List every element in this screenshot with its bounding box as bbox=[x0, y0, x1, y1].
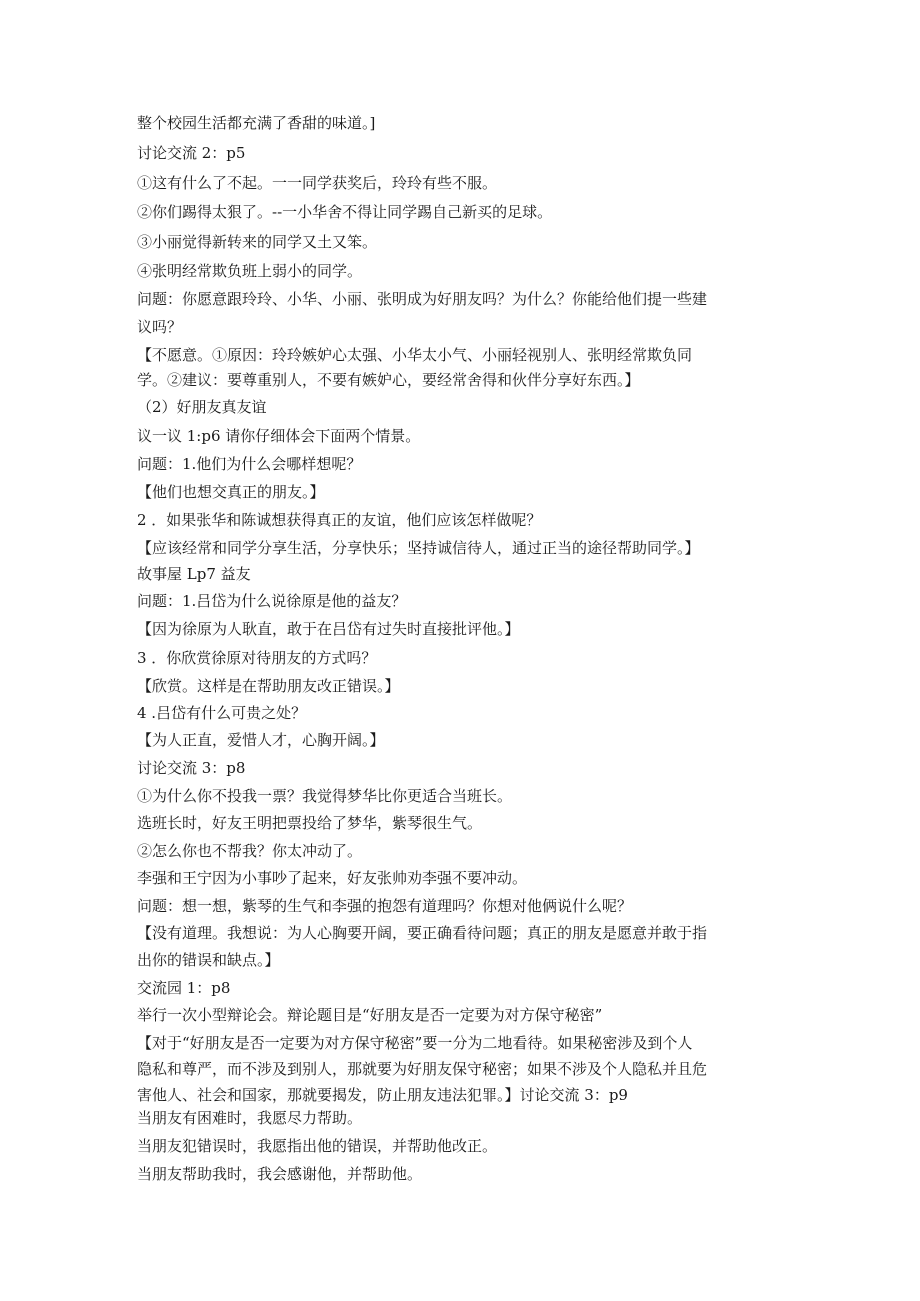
text-line: ②你们踢得太狠了。--一小华舍不得让同学踢自己新买的足球。 bbox=[137, 203, 553, 221]
answer-line: 【欣赏。这样是在帮助朋友改正错误。】 bbox=[137, 677, 400, 695]
section-heading: 交流园 1：p8 bbox=[137, 979, 231, 997]
answer-line: 出你的错误和缺点。】 bbox=[137, 951, 280, 969]
question-line: 4 .吕岱有什么可贵之处？ bbox=[137, 704, 307, 722]
question-line: 问题：1.他们为什么会哪样想呢？ bbox=[137, 455, 362, 473]
question-line: 3 ．你欣赏徐原对待朋友的方式吗？ bbox=[137, 649, 377, 667]
answer-line: 【没有道理。我想说：为人心胸要开阔，要正确看待问题；真正的朋友是愿意并敢于指 bbox=[137, 924, 708, 942]
question-line: 问题：想一想，紫琴的生气和李强的抱怨有道理吗？你想对他俩说什么呢？ bbox=[137, 897, 633, 915]
answer-line: 【因为徐原为人耿直，敢于在吕岱有过失时直接批评他。】 bbox=[137, 620, 520, 638]
answer-line: 害他人、社会和国家，那就要揭发，防止朋友违法犯罪。】讨论交流 3：p9 bbox=[137, 1086, 628, 1104]
text-line: 当朋友有困难时，我愿尽力帮助。 bbox=[137, 1109, 363, 1127]
question-line: 议吗？ bbox=[137, 318, 183, 336]
text-line: 李强和王宁因为小事吵了起来，好友张帅劝李强不要冲动。 bbox=[137, 869, 528, 887]
text-line: 当朋友帮助我时，我会感谢他，并帮助他。 bbox=[137, 1165, 423, 1183]
section-heading: （2）好朋友真友谊 bbox=[137, 398, 267, 416]
section-heading: 故事屋 Lp7 益友 bbox=[137, 565, 251, 583]
answer-line: 学。②建议：要尊重别人，不要有嫉妒心，要经常舍得和伙伴分享好东西。】 bbox=[137, 371, 640, 389]
text-line: ①这有什么了不起。一一同学获奖后，玲玲有些不服。 bbox=[137, 174, 498, 192]
answer-line: 【对于“好朋友是否一定要为对方保守秘密”要一分为二地看待。如果秘密涉及到个人 bbox=[137, 1034, 693, 1052]
text-line: ④张明经常欺负班上弱小的同学。 bbox=[137, 262, 363, 280]
section-heading: 讨论交流 2：p5 bbox=[137, 144, 246, 162]
section-heading: 讨论交流 3：p8 bbox=[137, 759, 246, 777]
text-line: 选班长时，好友王明把票投给了梦华，紫琴很生气。 bbox=[137, 814, 483, 832]
text-line: ③小丽觉得新转来的同学又土又笨。 bbox=[137, 233, 378, 251]
answer-line: 【不愿意。①原因：玲玲嫉妒心太强、小华太小气、小丽轻视别人、张明经常欺负同 bbox=[137, 346, 693, 364]
answer-line: 【为人正直，爱惜人才，心胸开阔。】 bbox=[137, 731, 385, 749]
question-line: 2 ．如果张华和陈诚想获得真正的友谊，他们应该怎样做呢？ bbox=[137, 511, 542, 529]
question-line: 问题：你愿意跟玲玲、小华、小丽、张明成为好朋友吗？为什么？你能给他们提一些建 bbox=[137, 290, 708, 308]
answer-line: 【应该经常和同学分享生活，分享快乐；坚持诚信待人，通过正当的途径帮助同学。】 bbox=[137, 539, 700, 557]
question-line: 问题：1.吕岱为什么说徐原是他的益友？ bbox=[137, 592, 407, 610]
text-line: 当朋友犯错误时，我愿指出他的错误，并帮助他改正。 bbox=[137, 1137, 498, 1155]
text-line: ①为什么你不投我一票？我觉得梦华比你更适合当班长。 bbox=[137, 787, 513, 805]
text-line: 举行一次小型辩论会。辩论题目是“好朋友是否一定要为对方保守秘密” bbox=[137, 1006, 603, 1024]
answer-line: 【他们也想交真正的朋友。】 bbox=[137, 483, 325, 501]
answer-line: 隐私和尊严，而不涉及到别人，那就要为好朋友保守秘密；如果不涉及个人隐私并且危 bbox=[137, 1060, 708, 1078]
text-line: 整个校园生活都充满了香甜的味道。] bbox=[137, 114, 376, 132]
text-line: ②怎么你也不帮我？你太冲动了。 bbox=[137, 842, 363, 860]
section-heading: 议一议 1:p6 请你仔细体会下面两个情景。 bbox=[137, 427, 421, 445]
